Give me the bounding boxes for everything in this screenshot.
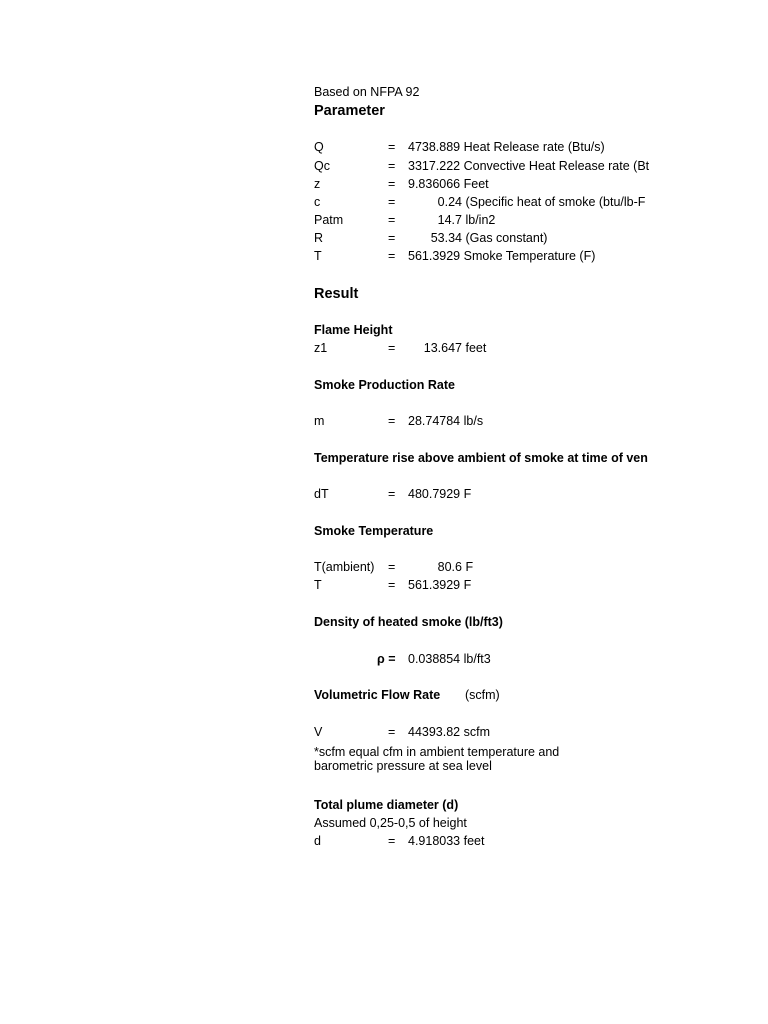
param-value: 0.24 (Specific heat of smoke (btu/lb-F	[437, 195, 646, 209]
param-eq: =	[388, 140, 396, 154]
param-name: c	[314, 195, 321, 209]
smoke-production-title: Smoke Production Rate	[314, 378, 455, 392]
smoke-temperature-title: Smoke Temperature	[314, 524, 434, 538]
result-eq: =	[388, 487, 396, 501]
param-eq: =	[388, 195, 396, 209]
param-eq: =	[388, 249, 396, 263]
temp-rise-title: Temperature rise above ambient of smoke at time of ven	[314, 451, 648, 465]
param-name: Q	[314, 140, 324, 154]
plume-diameter-note: Assumed 0,25-0,5 of height	[314, 816, 467, 830]
result-name: dT	[314, 487, 329, 501]
result-value: 28.74784 lb/s	[408, 414, 484, 428]
param-value: 53.34 (Gas constant)	[430, 231, 548, 245]
ambient-temp-value: 80.6 F	[437, 560, 474, 574]
result-eq: =	[388, 578, 396, 592]
param-value: 9.836066 Feet	[408, 177, 489, 191]
result-value: 13.647 feet	[423, 341, 487, 355]
param-name: Patm	[314, 213, 344, 227]
rho-symbol: ρ =	[377, 652, 396, 666]
parameter-heading: Parameter	[314, 103, 385, 119]
result-name: z1	[314, 341, 328, 355]
plume-diameter-title: Total plume diameter (d)	[314, 798, 459, 812]
param-name: R	[314, 231, 324, 245]
density-title: Density of heated smoke (lb/ft3)	[314, 615, 503, 629]
param-name: T	[314, 249, 322, 263]
result-eq: =	[388, 725, 396, 739]
result-name: d	[314, 834, 321, 848]
param-eq: =	[388, 177, 396, 191]
result-value: 480.7929 F	[408, 487, 472, 501]
param-value: 4738.889 Heat Release rate (Btu/s)	[408, 140, 605, 154]
volumetric-title-unit: (scfm)	[465, 688, 500, 702]
param-eq: =	[388, 213, 396, 227]
result-eq: =	[388, 560, 396, 574]
result-eq: =	[388, 341, 396, 355]
result-name: m	[314, 414, 325, 428]
param-value: 14.7 lb/in2	[437, 213, 496, 227]
result-name: V	[314, 725, 323, 739]
param-name: z	[314, 177, 321, 191]
smoke-temp-value: 561.3929 F	[408, 578, 472, 592]
param-value: 3317.222 Convective Heat Release rate (Bt	[408, 159, 650, 173]
flame-height-title: Flame Height	[314, 323, 393, 337]
volumetric-title: Volumetric Flow Rate	[314, 688, 441, 702]
smoke-temp-name: T	[314, 578, 322, 592]
density-value: 0.038854 lb/ft3	[408, 652, 491, 666]
ambient-temp-name: T(ambient)	[314, 560, 375, 574]
plume-diameter-value: 4.918033 feet	[408, 834, 485, 848]
param-value: 561.3929 Smoke Temperature (F)	[408, 249, 596, 263]
source-note: Based on NFPA 92	[314, 85, 420, 99]
param-eq: =	[388, 159, 396, 173]
param-name: Qc	[314, 159, 330, 173]
result-eq: =	[388, 834, 396, 848]
spreadsheet-sheet	[314, 0, 650, 1024]
scfm-note: *scfm equal cfm in ambient temperature and barometric pressure at sea level	[314, 745, 560, 773]
volumetric-value: 44393.82 scfm	[408, 725, 491, 739]
result-eq: =	[388, 414, 396, 428]
result-heading: Result	[314, 286, 359, 302]
param-eq: =	[388, 231, 396, 245]
